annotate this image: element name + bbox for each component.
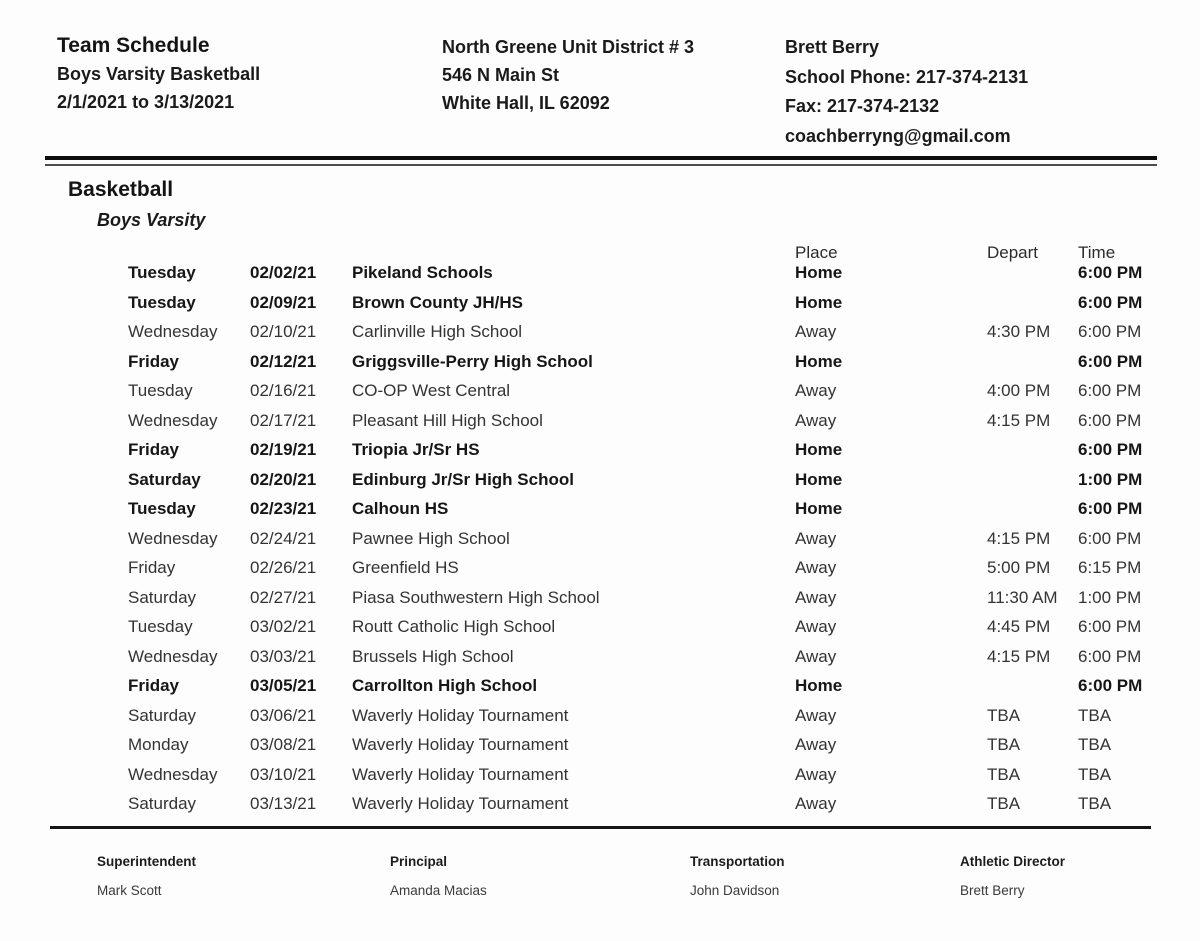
game-opponent: Waverly Holiday Tournament	[352, 794, 569, 813]
game-opponent: Pawnee High School	[352, 528, 510, 548]
game-place: Away	[795, 381, 837, 400]
game-opponent: Greenfield HS	[352, 558, 459, 577]
footer-contact	[960, 854, 1065, 898]
game-depart-time: 4:15 PM	[987, 646, 1051, 666]
game-day: Tuesday	[128, 292, 196, 312]
game-opponent: Carrollton High School	[352, 676, 538, 695]
game-depart-time: 5:00 PM	[987, 558, 1051, 577]
game-depart-time: TBA	[987, 794, 1021, 813]
game-date: 03/10/21	[250, 764, 317, 784]
game-start-time: TBA	[1078, 735, 1112, 754]
game-date: 02/24/21	[250, 528, 317, 548]
game-day: Wednesday	[128, 764, 218, 784]
game-place: Home	[795, 263, 843, 282]
footer-contact-role: Athletic Director	[960, 854, 1066, 869]
game-date: 02/27/21	[250, 587, 317, 607]
schedule-row	[0, 497, 1200, 527]
game-place: Away	[795, 322, 837, 341]
game-day: Wednesday	[128, 528, 218, 548]
schedule-row	[0, 409, 1200, 439]
game-start-time: 6:15 PM	[1078, 558, 1142, 577]
game-day: Wednesday	[128, 322, 218, 341]
game-depart-time: 4:15 PM	[987, 410, 1051, 430]
game-day: Friday	[128, 558, 176, 577]
game-place: Away	[795, 794, 837, 813]
game-day: Friday	[128, 351, 180, 371]
game-day: Wednesday	[128, 410, 218, 430]
footer-divider	[50, 826, 1151, 829]
district-info	[442, 33, 694, 117]
game-day: Saturday	[128, 587, 197, 607]
footer-contact-name: Brett Berry	[960, 883, 1025, 898]
game-start-time: 6:00 PM	[1078, 263, 1143, 282]
schedule-row	[0, 438, 1200, 468]
game-opponent: Waverly Holiday Tournament	[352, 764, 569, 784]
schedule-row	[0, 320, 1200, 350]
team-level-heading: Boys Varsity	[97, 210, 206, 230]
footer-contacts	[0, 854, 1200, 914]
game-place: Home	[795, 499, 843, 518]
schedule-row	[0, 763, 1200, 793]
schedule-date-range: 2/1/2021 to 3/13/2021	[57, 92, 235, 112]
game-start-time: 6:00 PM	[1078, 292, 1143, 312]
game-date: 02/02/21	[250, 263, 317, 282]
game-day: Tuesday	[128, 263, 196, 282]
game-opponent: Triopia Jr/Sr HS	[352, 440, 480, 459]
schedule-row	[0, 645, 1200, 675]
game-opponent: Pikeland Schools	[352, 263, 493, 282]
game-date: 03/05/21	[250, 676, 317, 695]
game-start-time: 6:00 PM	[1078, 410, 1142, 430]
schedule-row	[0, 527, 1200, 557]
footer-contact-role: Superintendent	[97, 854, 197, 869]
game-place: Away	[795, 528, 837, 548]
game-opponent: Waverly Holiday Tournament	[352, 705, 569, 725]
column-header-time: Time	[1078, 243, 1116, 262]
game-date: 02/12/21	[250, 351, 317, 371]
footer-contact	[97, 854, 196, 898]
game-opponent: Griggsville-Perry High School	[352, 351, 593, 371]
game-start-time: 1:00 PM	[1078, 469, 1143, 489]
game-date: 03/03/21	[250, 646, 317, 666]
game-date: 02/16/21	[250, 381, 317, 400]
game-opponent: Routt Catholic High School	[352, 617, 556, 636]
column-header-depart: Depart	[987, 243, 1039, 262]
game-date: 02/09/21	[250, 292, 317, 312]
game-place: Home	[795, 351, 843, 371]
game-place: Away	[795, 558, 837, 577]
game-day: Friday	[128, 676, 180, 695]
page-title: Team Schedule	[57, 34, 210, 57]
game-date: 03/08/21	[250, 735, 317, 754]
game-start-time: 6:00 PM	[1078, 322, 1142, 341]
schedule-row	[0, 615, 1200, 645]
game-day: Tuesday	[128, 381, 193, 400]
team-name: Boys Varsity Basketball	[57, 64, 261, 84]
schedule-row	[0, 586, 1200, 616]
footer-contact-role: Principal	[390, 854, 448, 869]
game-place: Home	[795, 440, 843, 459]
game-date: 02/20/21	[250, 469, 317, 489]
game-place: Away	[795, 705, 837, 725]
table-header-row	[0, 243, 1200, 263]
game-depart-time: 11:30 AM	[987, 587, 1058, 607]
game-date: 02/26/21	[250, 558, 317, 577]
game-date: 03/06/21	[250, 705, 317, 725]
coach-name: Brett Berry	[785, 37, 880, 57]
game-place: Away	[795, 646, 837, 666]
game-date: 02/23/21	[250, 499, 317, 518]
schedule-row	[0, 379, 1200, 409]
schedule-row	[0, 792, 1200, 822]
schedule-row	[0, 261, 1200, 291]
schedule-header	[57, 32, 260, 116]
game-start-time: 6:00 PM	[1078, 381, 1142, 400]
game-day: Saturday	[128, 469, 201, 489]
coach-fax: Fax: 217-374-2132	[785, 96, 940, 116]
game-day: Wednesday	[128, 646, 218, 666]
header-divider-bottom	[45, 164, 1157, 166]
game-start-time: 6:00 PM	[1078, 499, 1143, 518]
game-depart-time: TBA	[987, 735, 1021, 754]
game-place: Away	[795, 764, 837, 784]
game-start-time: 6:00 PM	[1078, 351, 1143, 371]
game-date: 02/19/21	[250, 440, 317, 459]
game-start-time: 6:00 PM	[1078, 617, 1142, 636]
game-place: Away	[795, 617, 837, 636]
game-opponent: Piasa Southwestern High School	[352, 587, 600, 607]
coach-email: coachberryng@gmail.com	[785, 125, 1011, 146]
game-date: 02/17/21	[250, 410, 317, 430]
game-opponent: Brussels High School	[352, 646, 514, 666]
footer-contact-name: Mark Scott	[97, 883, 162, 898]
game-start-time: 6:00 PM	[1078, 646, 1142, 666]
game-depart-time: 4:00 PM	[987, 381, 1051, 400]
game-opponent: Brown County JH/HS	[352, 292, 523, 312]
coach-contact-info	[785, 33, 1028, 151]
game-place: Away	[795, 735, 837, 754]
game-start-time: 6:00 PM	[1078, 528, 1142, 548]
game-date: 03/02/21	[250, 617, 317, 636]
district-street: 546 N Main St	[442, 65, 560, 85]
footer-contact-role: Transportation	[690, 854, 785, 869]
schedule-row	[0, 704, 1200, 734]
game-start-time: 1:00 PM	[1078, 587, 1142, 607]
game-start-time: TBA	[1078, 705, 1112, 725]
game-opponent: Calhoun HS	[352, 499, 449, 518]
game-start-time: TBA	[1078, 764, 1112, 784]
game-day: Tuesday	[128, 617, 193, 636]
schedule-row	[0, 350, 1200, 380]
schedule-row	[0, 291, 1200, 321]
game-opponent: Pleasant Hill High School	[352, 410, 543, 430]
schedule-row	[0, 468, 1200, 498]
sport-heading: Basketball	[68, 178, 174, 201]
game-date: 03/13/21	[250, 794, 317, 813]
game-opponent: CO-OP West Central	[352, 381, 511, 400]
game-opponent: Waverly Holiday Tournament	[352, 735, 569, 754]
game-depart-time: 4:15 PM	[987, 528, 1051, 548]
game-day: Friday	[128, 440, 180, 459]
schedule-rows	[0, 261, 1200, 822]
game-opponent: Edinburg Jr/Sr High School	[352, 469, 574, 489]
game-place: Home	[795, 676, 843, 695]
game-day: Tuesday	[128, 499, 196, 518]
footer-contact	[690, 854, 785, 898]
footer-contact-name: John Davidson	[690, 883, 780, 898]
game-place: Home	[795, 292, 843, 312]
district-name: North Greene Unit District # 3	[442, 37, 695, 57]
game-date: 02/10/21	[250, 322, 317, 341]
footer-contact	[390, 854, 487, 898]
schedule-row	[0, 674, 1200, 704]
game-start-time: 6:00 PM	[1078, 440, 1143, 459]
footer-contact-name: Amanda Macias	[390, 883, 487, 898]
column-header-place: Place	[795, 243, 838, 262]
game-opponent: Carlinville High School	[352, 322, 523, 341]
game-place: Away	[795, 410, 837, 430]
schedule-row	[0, 556, 1200, 586]
game-day: Saturday	[128, 794, 197, 813]
game-depart-time: 4:30 PM	[987, 322, 1051, 341]
coach-school-phone: School Phone: 217-374-2131	[785, 66, 1029, 87]
district-city: White Hall, IL 62092	[442, 93, 610, 113]
game-day: Saturday	[128, 705, 197, 725]
header-divider-top	[45, 156, 1157, 160]
game-depart-time: 4:45 PM	[987, 617, 1051, 636]
game-depart-time: TBA	[987, 764, 1021, 784]
game-depart-time: TBA	[987, 705, 1021, 725]
game-start-time: 6:00 PM	[1078, 676, 1143, 695]
game-place: Away	[795, 587, 837, 607]
schedule-row	[0, 733, 1200, 763]
game-day: Monday	[128, 735, 189, 754]
game-place: Home	[795, 469, 843, 489]
game-start-time: TBA	[1078, 794, 1112, 813]
